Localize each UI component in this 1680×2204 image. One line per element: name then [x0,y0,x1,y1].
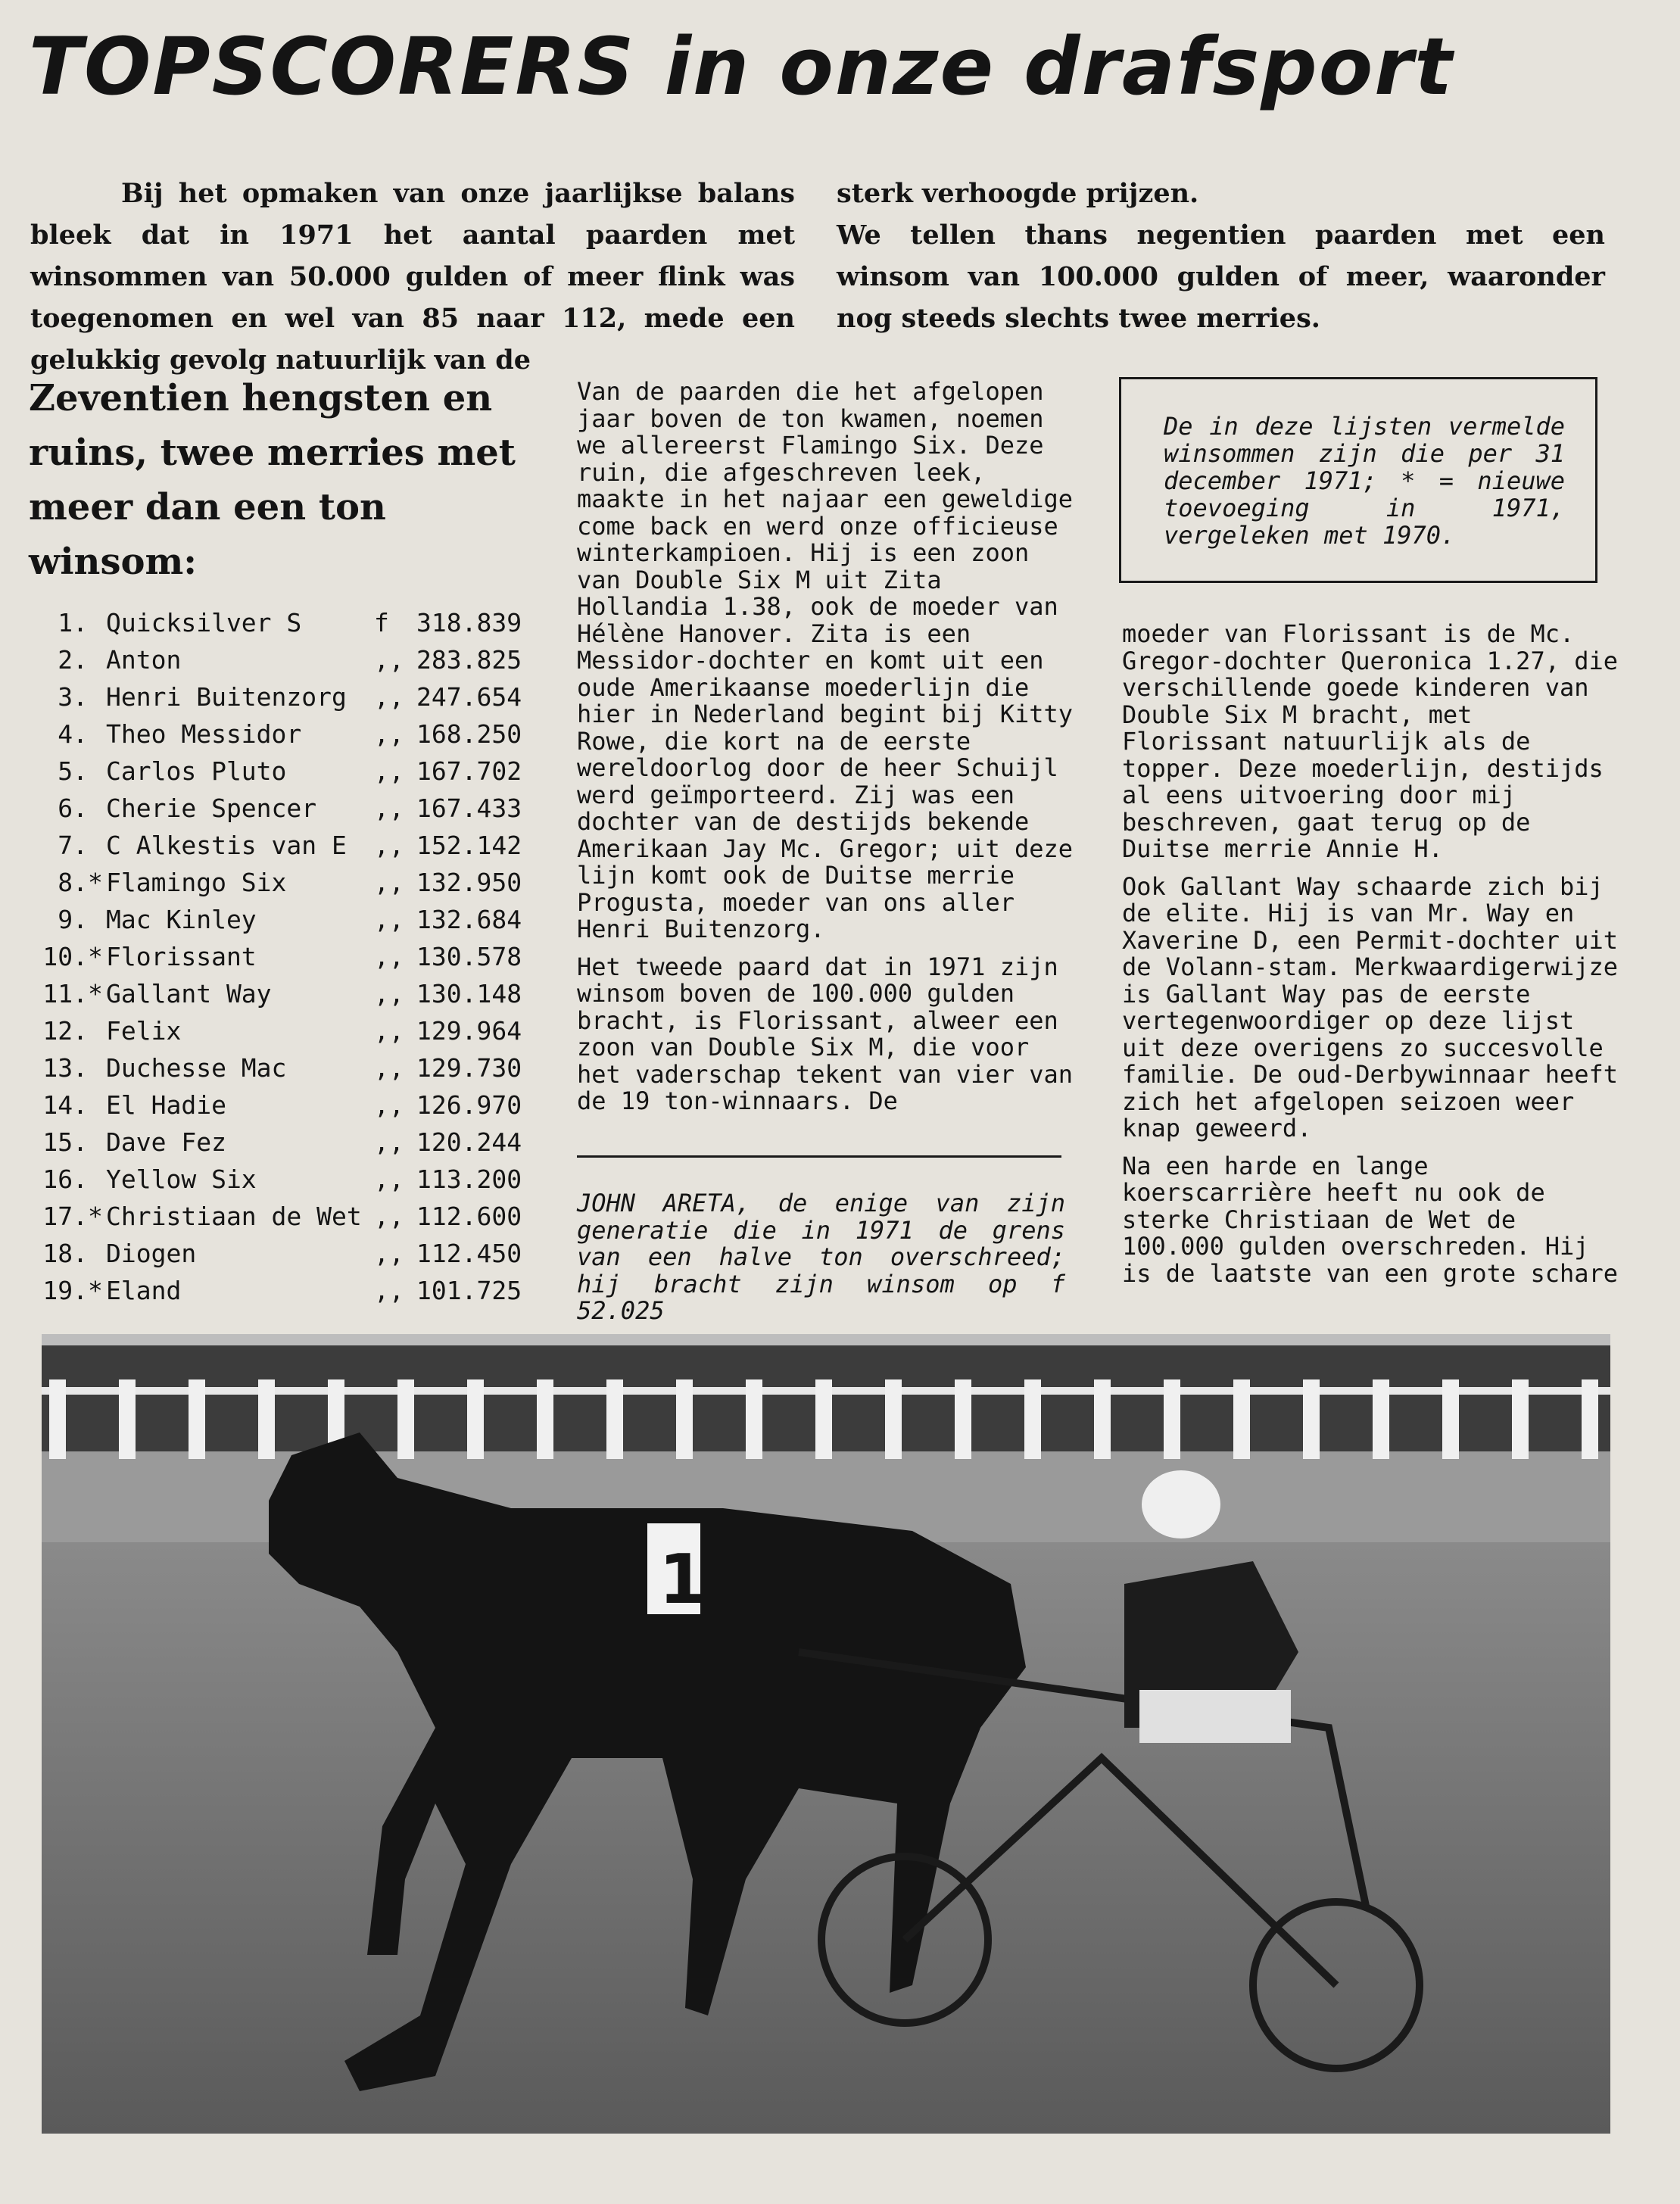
new-entry-marker: * [88,1202,103,1231]
body-paragraph: Ook Gallant Way schaarde zich bij de elite. Hij is van Mr. Way en Xaverine D, een Permit-dochter uit de Volann-stam. Merkwaardigerwijze is Gallant Way pas de eerste vertegenwoordiger op deze lijst uit deze overigens zo succesvolle familie. De oud-Derbywinnaar heeft zich het afgelopen seizoen weer knap geweerd. [1122,871,1619,1143]
ranking-row [30,790,522,827]
rank-number: 10. [42,942,88,971]
rank-number: 4. [58,719,88,749]
ranking-row [30,1272,522,1309]
rank-number: 17. [42,1202,88,1231]
ranking-list [30,604,522,1309]
horse-name: Duchesse Mac [106,1053,287,1083]
currency-mark: ,, [374,868,404,897]
rank-number: 9. [58,905,88,934]
ranking-row [30,715,522,753]
rank-number: 15. [42,1127,88,1157]
rank-number: 8. [58,868,88,897]
winnings-amount: 112.600 [416,1202,522,1231]
page-title: TOPSCORERS in onze drafsport [29,20,1454,113]
winnings-amount: 129.730 [416,1053,522,1083]
new-entry-marker: * [88,979,103,1008]
horse-name: Quicksilver S [106,608,302,638]
rank-number: 7. [58,831,88,860]
ranking-row [30,1198,522,1235]
winnings-amount: 318.839 [416,608,522,638]
ranking-row [30,975,522,1012]
winnings-amount: 132.950 [416,868,522,897]
body-paragraph: Na een harde en lange koerscarrière heeft nu ook de sterke Christiaan de Wet de 100.000 gulden overschreden. Hij is de laatste van een grote schare [1122,1151,1619,1288]
horse-name: Cherie Spencer [106,793,317,823]
horse-name: Christiaan de Wet [106,1202,362,1231]
currency-mark: ,, [374,1053,404,1083]
saddle-number: 1 [659,1540,706,1619]
rank-number: 5. [58,756,88,786]
ranking-row [30,753,522,790]
ranking-row [30,1161,522,1198]
winnings-amount: 152.142 [416,831,522,860]
horse-name: Gallant Way [106,979,272,1008]
currency-mark: ,, [374,831,404,860]
intro-left [30,173,795,381]
horse-name: Anton [106,645,182,675]
horse-name: Florissant [106,942,257,971]
note-box [1119,377,1597,583]
ranking-row [30,678,522,715]
currency-mark: ,, [374,793,404,823]
body-paragraph: moeder van Florissant is de Mc. Gregor-dochter Queronica 1.27, die verschillende goede kinderen van Double Six M bracht, met Florissant natuurlijk als de topper. Deze moederlijn, destijds al eens uitvoering door mij beschreven, gaat terug op de Duitse merrie Annie H. [1122,619,1619,863]
horse-name: Theo Messidor [106,719,302,749]
new-entry-marker: * [88,868,103,897]
body-paragraph: Het tweede paard dat in 1971 zijn winsom boven de 100.000 gulden bracht, is Florissant, alweer een zoon van Double Six M, die voor het vaderschap tekent van vier van de 19 ton-winnaars. De [577,952,1074,1115]
currency-mark: ,, [374,682,404,712]
rank-number: 18. [42,1239,88,1268]
rank-number: 13. [42,1053,88,1083]
horse-name: Henri Buitenzorg [106,682,347,712]
rank-number: 11. [42,979,88,1008]
currency-mark: ,, [374,1090,404,1120]
horse-name: Dave Fez [106,1127,226,1157]
intro-right [837,173,1605,339]
winnings-amount: 167.702 [416,756,522,786]
horse-name: Carlos Pluto [106,756,287,786]
currency-mark: ,, [374,756,404,786]
rank-number: 6. [58,793,88,823]
horse-name: El Hadie [106,1090,226,1120]
winnings-amount: 283.825 [416,645,522,675]
rank-number: 16. [42,1164,88,1194]
harness-racing-photo [42,1334,1610,2134]
currency-mark: ,, [374,905,404,934]
ranking-row [30,1235,522,1272]
winnings-amount: 247.654 [416,682,522,712]
rank-number: 19. [42,1276,88,1305]
winnings-amount: 130.578 [416,942,522,971]
winnings-amount: 113.200 [416,1164,522,1194]
horse-name: Flamingo Six [106,868,287,897]
winnings-amount: 130.148 [416,979,522,1008]
body-column-middle [577,379,1077,1126]
body-column-right [1122,621,1629,1298]
ranking-row [30,1124,522,1161]
note-text: De in deze lijsten vermelde winsommen zijn die per 31 december 1971; * = nieuwe toevoeging in 1971, vergeleken met 1970. [1164,412,1565,550]
ranking-row [30,604,522,641]
winnings-amount: 112.450 [416,1239,522,1268]
intro-right-paragraph: We tellen thans negentien paarden met een winsom van 100.000 gulden of meer, waaronder nog steeds slechts twee merries. [837,220,1605,334]
winnings-amount: 120.244 [416,1127,522,1157]
ranking-row [30,1012,522,1049]
ranking-row [30,1049,522,1086]
horse-name: Mac Kinley [106,905,257,934]
currency-mark: ,, [374,1164,404,1194]
ranking-heading: Zeventien hengsten en ruins, twee merries met meer dan een ton winsom: [29,377,516,583]
currency-mark: ,, [374,1202,404,1231]
caption-divider [577,1155,1061,1158]
currency-mark: ,, [374,979,404,1008]
rank-number: 14. [42,1090,88,1120]
horse-name: Eland [106,1276,182,1305]
new-entry-marker: * [88,942,103,971]
currency-mark: ,, [374,942,404,971]
horse-name: Diogen [106,1239,197,1268]
ranking-row [30,901,522,938]
new-entry-marker: * [88,1276,103,1305]
body-paragraph: Van de paarden die het afgelopen jaar boven de ton kwamen, noemen we allereerst Flamingo Six. Deze ruin, die afgeschreven leek, maakte in het najaar een geweldige come back en werd onze officieuse winterkampioen. Hij is een zoon van Double Six M uit Zita Hollandia 1.38, ook de moeder van Hélène Hanover. Zita is een Messidor-dochter en komt uit een oude Amerikaanse moederlijn die hier in Nederland begint bij Kitty Rowe, die kort na de eerste wereldoorlog door de heer Schuijl werd geïmporteerd. Zij was een dochter van de destijds bekende Amerikaan Jay Mc. Gregor; uit deze lijn komt ook de Duitse merrie Progusta, moeder van ons aller Henri Buitenzorg. [577,377,1074,943]
winnings-amount: 126.970 [416,1090,522,1120]
winnings-amount: 129.964 [416,1016,522,1046]
currency-mark: f [374,608,389,638]
winnings-amount: 167.433 [416,793,522,823]
horse-name: Felix [106,1016,182,1046]
ranking-row [30,1086,522,1124]
currency-mark: ,, [374,1127,404,1157]
currency-mark: ,, [374,1016,404,1046]
intro-right-line: sterk verhoogde prijzen. [837,178,1199,209]
currency-mark: ,, [374,1239,404,1268]
rank-number: 3. [58,682,88,712]
currency-mark: ,, [374,719,404,749]
ranking-row [30,827,522,864]
winnings-amount: 101.725 [416,1276,522,1305]
currency-mark: ,, [374,645,404,675]
ranking-row [30,864,522,901]
rank-number: 1. [58,608,88,638]
winnings-amount: 132.684 [416,905,522,934]
winnings-amount: 168.250 [416,719,522,749]
ranking-row [30,641,522,678]
intro-left-paragraph: Bij het opmaken van onze jaarlijkse balans bleek dat in 1971 het aantal paarden met winsommen van 50.000 gulden of meer flink was toegenomen en wel van 85 naar 112, mede een gelukkig gevolg natuurlijk van de [30,178,795,376]
currency-mark: ,, [374,1276,404,1305]
photo-caption: JOHN ARETA, de enige van zijn generatie die in 1971 de grens van een halve ton overschreed; hij bracht zijn winsom op f 52.025 [577,1189,1065,1325]
ranking-row [30,938,522,975]
horse-name: Yellow Six [106,1164,257,1194]
rank-number: 2. [58,645,88,675]
rank-number: 12. [42,1016,88,1046]
horse-name: C Alkestis van E [106,831,347,860]
